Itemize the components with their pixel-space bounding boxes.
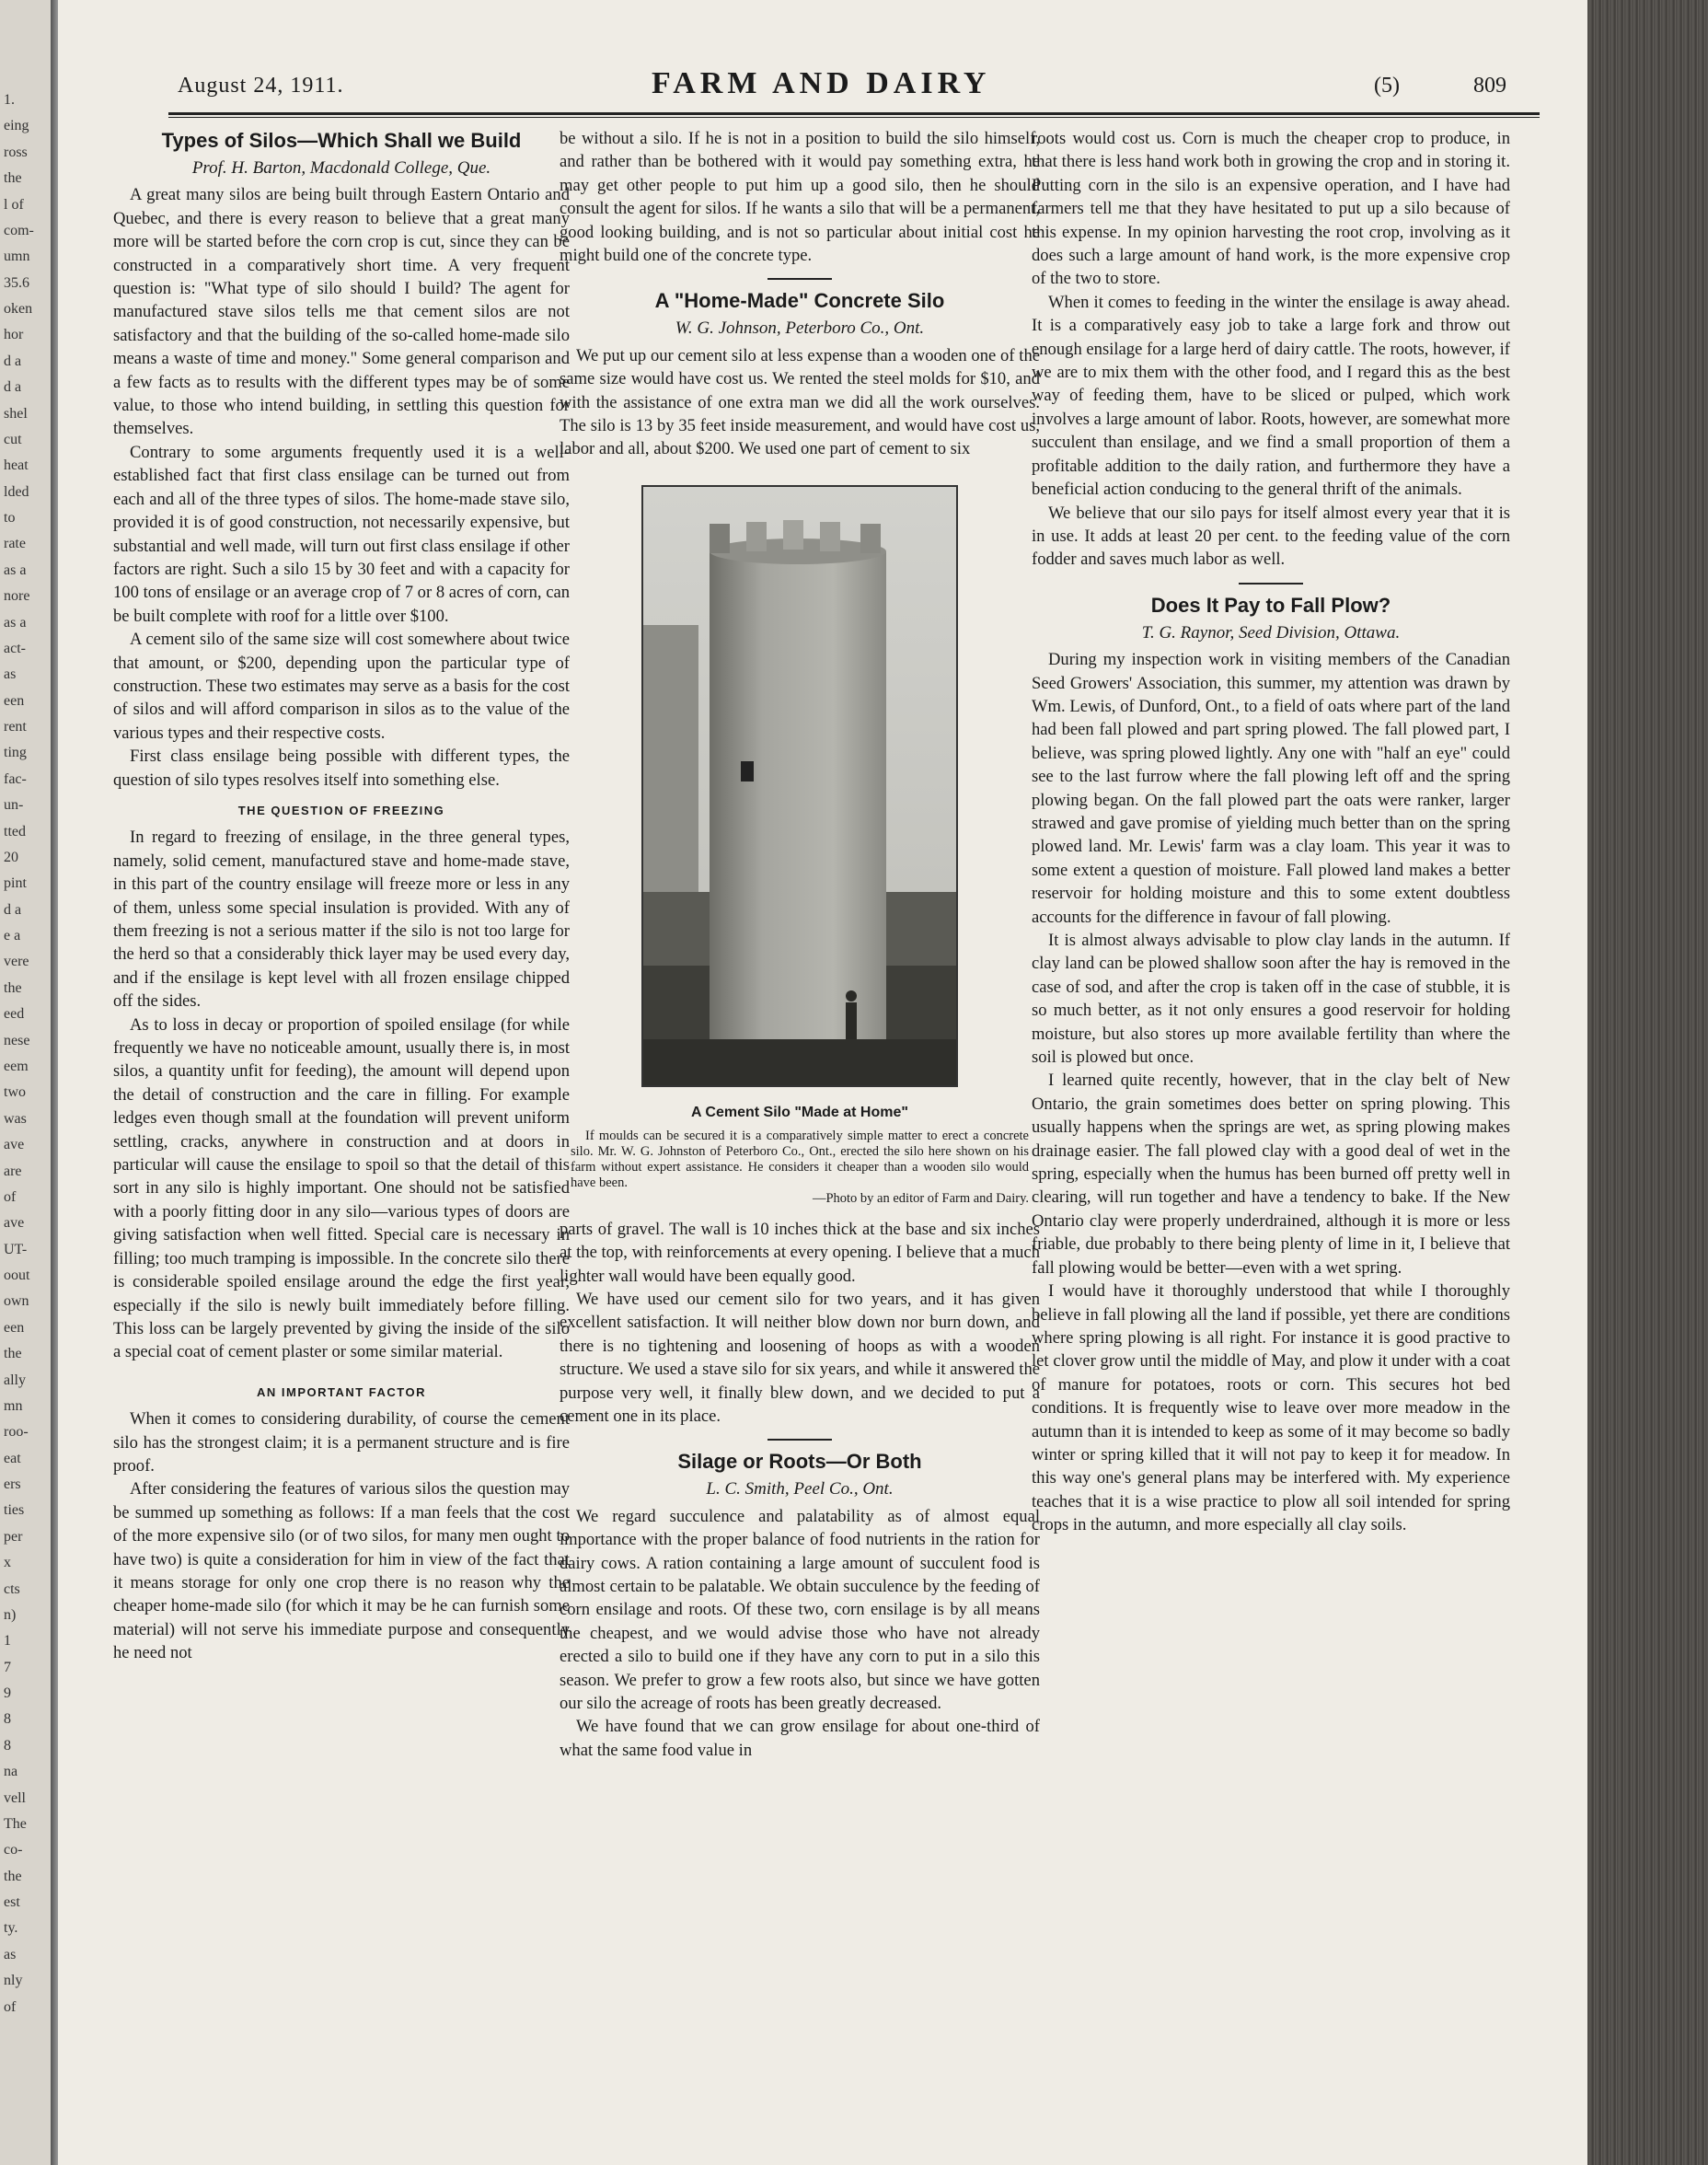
margin-fragment: 20: [4, 849, 18, 865]
margin-fragment: l of: [4, 196, 24, 213]
page-header: [113, 64, 1549, 120]
book-spine-edge: [1587, 0, 1708, 2165]
margin-fragment: nly: [4, 1973, 23, 1989]
paragraph: After considering the features of various silos the question may be summed up something as follows: If a man feels that the cost of the more expensive silo (or of two silos, for many men ought to have two) is quite a consideration for him in view of the fact that it means storage for only one crop there is no reason why the cheaper home-made silo (for which it may be he can furnish some material) will not serve his immediate purpose and consequently he need not: [113, 1479, 570, 1663]
margin-fragment: ally: [4, 1372, 26, 1388]
margin-fragment: n): [4, 1606, 17, 1623]
margin-fragment: ave: [4, 1137, 25, 1153]
newspaper-page: [58, 0, 1587, 2165]
margin-fragment: pint: [4, 875, 27, 892]
margin-fragment: as a: [4, 614, 27, 631]
article-byline-silos: Prof. H. Barton, Macdonald College, Que.: [191, 158, 491, 178]
issue-date: August 24, 1911.: [178, 74, 344, 98]
margin-fragment: as: [4, 666, 17, 683]
margin-fragment: shel: [4, 405, 28, 422]
margin-fragment: the: [4, 1868, 22, 1884]
margin-fragment: fac-: [4, 770, 27, 787]
paragraph: During my inspection work in visiting members of the Canadian Seed Growers' Association, this summer, my attention was drawn by Wm. Lewis, of Dunford, Ont., to a field of oats where part of the land had been fall plowed and part spring plowed. The fall plowed part, I believe, was spring plowed lightly. Any one with "half an eye" could see to the last furrow where the fall plowing left off and the spring plowing began. On the fall plowed part the oats were ranker, larger strawed and gave promise of yielding much better than on the spring plowed land. Mr. Lewis' farm was a clay loam. This year it was to some extent a question of moisture. Fall plowed land makes a better reservoir for holding moisture and this to some extent doubtless accounts for the difference in favour of fall plowing.: [1032, 650, 1510, 927]
paragraph: I learned quite recently, however, that in the clay belt of New Ontario, the grain sometimes does better on spring plowing. This usually happens when the springs are wet, as spring plowing makes drainage easier. The fall plowed clay with a good deal of wet in the spring, especially when the humus has been burned off pretty well in clearing, will run together and have a tendency to bake. If the New Ontario clay were properly underdrained, although it is more or less friable, due probably to there being plenty of lime in it, I believe that fall plowing would be better—even with a wet spring.: [1032, 1071, 1510, 1278]
article-title-concrete: A "Home-Made" Concrete Silo: [654, 289, 945, 313]
paragraph: A great many silos are being built through Eastern Ontario and Quebec, and there is every reason to believe that a great many more will be started before the corn crop is cut, since they can be constructed in a comparatively short time. A very frequent question is: "What type of silo should I build? The agent for manufactured stave silos tells me that cement silos are not satisfactory and that the building of the so-called home-made silo means a waste of time and money." Some general comparison and a few facts as to results with the different types may be of some value, to those who intend building, in settling this question for themselves.: [113, 185, 570, 439]
margin-fragment: per: [4, 1528, 23, 1545]
photo-block: [560, 485, 1040, 1207]
margin-fragment: un-: [4, 797, 24, 814]
silo-tower-image: [643, 487, 956, 1085]
margin-fragment: cut: [4, 431, 22, 447]
paragraph: We have found that we can grow ensilage for about one-third of what the same food value in: [560, 1717, 1040, 1760]
paragraph: When it comes to considering durability, of course the cement silo has the strongest claim; it is a permanent structure and is fire proof.: [113, 1409, 570, 1476]
photo-caption-text: If moulds can be secured it is a comparatively simple matter to erect a concrete silo. Mr. W. G. Johnston of Peterboro Co., Ont., erected the silo here shown on his farm without expert assistance. He considers it cheaper than a wooden silo would have been.: [571, 1128, 1029, 1190]
paragraph: In regard to freezing of ensilage, in the three general types, namely, solid cement, manufactured stave and home-made stave, in this part of the country ensilage will freeze more or less in any of them, unless some special insulation is provided. With any of them freezing is not a serious matter if the silo is not too large for the herd so that a considerably thick layer may be used every day, and if the ensilage is kept level with all frozen ensilage chipped off the sides.: [113, 828, 570, 1012]
margin-fragment: was: [4, 1110, 27, 1127]
paragraph-continuation: roots would cost us. Corn is much the cheaper crop to produce, in that there is less hand work both in growing the crop and in storing it. Putting corn in the silo is an expensive operation, and I have had farmers tell me that they have hesitated to put up a silo because of this expense. In my opinion harvesting the root crop, involving as it does such a large amount of hand work, is the more expensive crop of the two to store.: [1032, 129, 1510, 289]
margin-fragment: oken: [4, 301, 33, 318]
margin-fragment: the: [4, 979, 22, 996]
paragraph-continuation: be without a silo. If he is not in a position to build the silo himself, and rather than be bothered with it would pay something extra, he may get other people to put him up a good silo, then he should consult the agent for silos. If he wants a silo that will be a permanent, good looking building, and is not so particular about initial cost he might build one of the concrete type.: [560, 129, 1040, 266]
margin-fragment: vere: [4, 954, 29, 970]
folio-number: 809: [1473, 74, 1506, 98]
margin-fragment: 8: [4, 1711, 11, 1728]
article-byline-silage: L. C. Smith, Peel Co., Ont.: [706, 1479, 894, 1499]
margin-fragment: hor: [4, 327, 24, 343]
margin-fragment: oout: [4, 1268, 30, 1284]
section-divider: [767, 1439, 832, 1441]
margin-fragment: d a: [4, 353, 22, 369]
margin-fragment: 9: [4, 1685, 11, 1702]
paragraph: We believe that our silo pays for itself almost every year that it is in use. It adds at least 20 per cent. to the feeding value of the corn fodder and saves much labor as well.: [1032, 503, 1510, 570]
paragraph: Contrary to some arguments frequently used it is a well-established fact that first class ensilage can be turned out from each and all of the three types of silos. The home-made stave silo, provided it is of good construction, not necessarily expensive, but substantial and well made, will turn out first class ensilage if other factors are right. Such a silo 15 by 30 feet and with a capacity for 100 tons of ensilage or an average crop of 7 or 8 acres of corn, can be built complete with roof for a little over $100.: [113, 442, 570, 626]
margin-fragment: na: [4, 1764, 18, 1780]
margin-fragment: ave: [4, 1215, 25, 1232]
header-rule: [168, 112, 1540, 118]
margin-fragment: cts: [4, 1580, 20, 1597]
margin-fragment: are: [4, 1163, 22, 1179]
margin-fragment: 8: [4, 1737, 11, 1754]
margin-fragment: eing: [4, 118, 29, 134]
margin-fragment: est: [4, 1894, 20, 1911]
section-divider: [767, 278, 832, 280]
section-page-number: (5): [1374, 74, 1400, 98]
margin-fragment: ties: [4, 1502, 25, 1519]
margin-fragment: mn: [4, 1397, 23, 1414]
photo-caption-title: A Cement Silo "Made at Home": [691, 1105, 908, 1121]
article-title-plow: Does It Pay to Fall Plow?: [1150, 593, 1391, 617]
subheading-important-factor: AN IMPORTANT FACTOR: [256, 1384, 426, 1399]
margin-fragment: x: [4, 1555, 11, 1571]
margin-fragment: lded: [4, 483, 29, 500]
publication-title: FARM AND DAIRY: [652, 66, 991, 100]
column-2: [560, 127, 1040, 1762]
margin-fragment: the: [4, 1346, 22, 1362]
paragraph: parts of gravel. The wall is 10 inches thick at the base and six inches at the top, with reinforcements at every opening. I believe that a much lighter wall would have been equally good.: [560, 1219, 1040, 1286]
margin-fragment: tted: [4, 823, 26, 839]
margin-fragment: vell: [4, 1789, 26, 1806]
margin-fragment: ty.: [4, 1920, 18, 1937]
margin-fragment: een: [4, 1319, 25, 1336]
margin-fragment: eat: [4, 1450, 21, 1466]
paragraph: I would have it thoroughly understood that while I thoroughly believe in fall plowing all the land if possible, yet there are conditions where spring plowing is all right. For instance it is good practive to let clover grow until the middle of May, and plow it under with a coat of manure for potatoes, roots or corn. This secures hot bed conditions. It is frequently wise to leave over more meadow in the autumn than it is intended to keep as some of it may become so badly winter or spring killed that it will not pay to keep it for meadow. In this way one's general plans may be interfered with. My experience teaches that it is a wise practice to plow all soil intended for spring crops in the autumn, and more especially all clay soils.: [1032, 1281, 1510, 1535]
margin-fragment: as a: [4, 562, 27, 578]
photo-credit: —Photo by an editor of Farm and Dairy.: [812, 1190, 1029, 1206]
margin-fragment: een: [4, 692, 25, 709]
column-3: [1032, 127, 1510, 1537]
margin-fragment: nore: [4, 588, 30, 605]
margin-fragment: as: [4, 1946, 17, 1962]
section-divider: [1239, 583, 1303, 585]
margin-fragment: 35.6: [4, 274, 29, 291]
margin-fragment: the: [4, 170, 22, 187]
paragraph: First class ensilage being possible with different types, the question of silo types resolves itself into something else.: [113, 747, 570, 790]
subheading-freezing: THE QUESTION OF FREEZING: [237, 803, 445, 817]
margin-fragment: own: [4, 1293, 29, 1310]
margin-fragment: rent: [4, 719, 27, 735]
column-1: [113, 127, 570, 1665]
paragraph: As to loss in decay or proportion of spoiled ensilage (for while frequently we have no noticeable amount, usually there is, in most silos, a quantity unfit for feeding), the amount will depend upon the detail of construction and the care in filling. For example ledges even though small at the foundation will prevent uniform settling, cracks, anywhere in construction and at doors in particular will cause the ensilage to spoil so that the detail of this sort in any silo is highly important. One should not be satisfied with a poorly fitting door in any silo—various types of doors are giving satisfaction when well fitted. Special care is necessary in filling; too much tramping is impossible. In the concrete silo there is considerable spoiled ensilage around the edge the first year, especially if the silo is newly built immediately before filling. This loss can be largely prevented by giving the inside of the silo a special coat of cement plaster or some similar material.: [113, 1014, 570, 1362]
binding-gutter: [51, 0, 58, 2165]
margin-fragment: ting: [4, 745, 27, 761]
margin-fragment: two: [4, 1084, 26, 1101]
margin-fragment: d a: [4, 901, 22, 918]
margin-fragment: umn: [4, 249, 30, 265]
margin-fragment: nese: [4, 1032, 30, 1048]
paragraph: We regard succulence and palatability as of almost equal importance with the proper balance of food nutrients in the ration for dairy cows. A ration containing a large amount of succulent food is almost certain to be palatable. We obtain succulence by the feeding of corn ensilage and roots. Of these two, corn ensilage is by all means the cheapest, and we would advise those who have not already erected a silo to build one if they have any corn to put in a silo this season. We prefer to grow a few roots also, but since we have gotten our silo the acreage of roots has been greatly decreased.: [560, 1506, 1040, 1713]
photo-caption: [571, 1129, 1029, 1207]
paragraph: We have used our cement silo for two years, and it has given excellent satisfaction. It will neither blow down nor burn down, and there is no tightening and loosening of hoops as with a wooden structure. We used a stave silo for six years, and while it answered the purpose very well, it finally blew down, and we decided to put a cement one in its place.: [560, 1289, 1040, 1426]
margin-fragment: com-: [4, 222, 34, 238]
article-title-silage: Silage or Roots—Or Both: [677, 1450, 922, 1474]
margin-fragment: UT-: [4, 1241, 28, 1257]
margin-fragment: act-: [4, 640, 26, 656]
margin-fragment: ers: [4, 1476, 21, 1493]
silo-photograph: [641, 485, 958, 1087]
margin-fragment: d a: [4, 379, 22, 396]
margin-fragment: eem: [4, 1059, 29, 1074]
article-byline-plow: T. G. Raynor, Seed Division, Ottawa.: [1141, 622, 1401, 643]
margin-fragment: of: [4, 1188, 17, 1205]
margin-fragment: co-: [4, 1842, 23, 1858]
margin-fragment: heat: [4, 457, 29, 474]
article-title-silos: Types of Silos—Which Shall we Build: [161, 129, 522, 152]
margin-fragment: 1: [4, 1633, 11, 1650]
margin-fragment: 7: [4, 1659, 11, 1675]
adjacent-page-fragment: [0, 0, 51, 2165]
margin-fragment: eed: [4, 1006, 25, 1023]
margin-fragment: e a: [4, 928, 21, 944]
margin-fragment: 1.: [4, 92, 15, 108]
margin-fragment: of: [4, 1998, 17, 2015]
article-byline-concrete: W. G. Johnson, Peterboro Co., Ont.: [675, 318, 925, 339]
paragraph: When it comes to feeding in the winter the ensilage is away ahead. It is a comparatively easy job to take a large fork and throw out enough ensilage for a large herd of dairy cattle. The roots, however, if we are to mix them with the other food, and I regard this as the best way of feeding them, have to be sliced or pulped, which work involves a large amount of labor. Roots, however, are somewhat more succulent than ensilage, and we find a small proportion of them a profitable addition to the daily ration, and furthermore they have a beneficial action conducing to the general thrift of the animals.: [1032, 292, 1510, 500]
paragraph: A cement silo of the same size will cost somewhere about twice that amount, or $200, depending upon the particular type of construction. These two estimates may serve as a basis for the cost of silos and will afford comparison in silos as to the value of the various types and their respective costs.: [113, 630, 570, 743]
margin-fragment: to: [4, 510, 16, 527]
margin-fragment: ross: [4, 144, 28, 160]
margin-fragment: The: [4, 1815, 27, 1832]
paragraph: It is almost always advisable to plow clay lands in the autumn. If clay land can be plowed shallow soon after the hay is removed in the case of sod, and after the crop is taken off in the case of stubble, it is so much better, as it not only ensures a good reservoir for holding moisture, but also stores up more available fertility than where the soil is plowed but once.: [1032, 931, 1510, 1068]
margin-fragment: roo-: [4, 1424, 29, 1441]
margin-fragment: rate: [4, 536, 26, 552]
paragraph: We put up our cement silo at less expense than a wooden one of the same size would have cost us. We rented the steel molds for $10, and with the assistance of one extra man we did all the work ourselves. The silo is 13 by 35 feet inside measurement, and would have cost us, labor and all, about $200. We used one part of cement to six: [560, 345, 1040, 459]
